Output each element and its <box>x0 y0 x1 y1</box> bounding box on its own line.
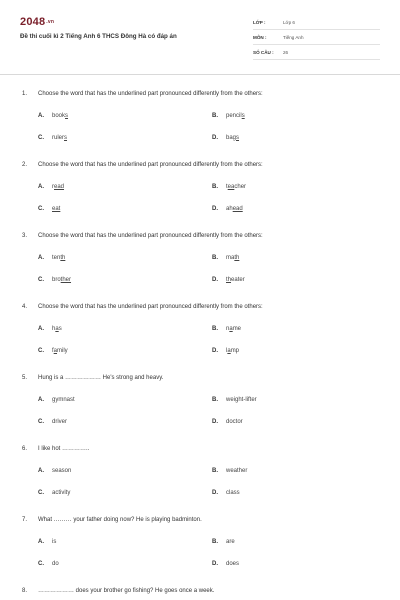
option-b[interactable] <box>212 397 257 403</box>
option-a[interactable] <box>38 113 68 119</box>
option-letter: A. <box>38 468 44 474</box>
option-letter: D. <box>212 419 218 425</box>
option-b[interactable] <box>212 255 239 261</box>
word-part: me <box>232 326 242 332</box>
word-part: gymnast <box>52 397 75 403</box>
underlined-part: s <box>236 135 240 141</box>
word-part: season <box>52 468 72 474</box>
option-a[interactable] <box>38 397 75 403</box>
option-word <box>226 184 246 190</box>
word-part: do <box>52 561 59 567</box>
option-letter: B. <box>212 184 218 190</box>
option-word <box>226 206 243 212</box>
word-part: activity <box>52 490 71 496</box>
underlined-part: eat <box>52 206 61 212</box>
option-c[interactable] <box>38 561 59 567</box>
meta-row-class <box>253 15 380 30</box>
answer-options <box>22 524 382 568</box>
word-part: pencil <box>226 113 242 119</box>
option-d[interactable] <box>212 277 245 283</box>
question-text: I like hot ………….. <box>38 446 90 452</box>
exam-title: Đề thi cuối kì 2 Tiếng Anh 6 THCS Đông Hà có đáp án <box>20 33 177 40</box>
word-part: weather <box>226 468 248 474</box>
word-part: h <box>52 326 56 332</box>
option-word <box>226 561 239 567</box>
option-word <box>52 113 68 119</box>
question-number: 2. <box>22 162 28 168</box>
meta-value: Tiếng Anh <box>283 34 304 40</box>
underlined-part: ead <box>54 184 65 190</box>
underlined-part: s <box>65 113 69 119</box>
option-letter: D. <box>212 277 218 283</box>
question-text: Choose the word that has the underlined part pronounced differently from the others: <box>38 304 263 310</box>
option-word <box>226 468 247 474</box>
word-part: n <box>226 326 230 332</box>
question-text: ……………… does your brother go fishing? He goes once a week. <box>38 588 215 594</box>
question-3 <box>22 232 382 284</box>
option-d[interactable] <box>212 490 240 496</box>
underlined-part: a <box>227 348 231 354</box>
option-letter: A. <box>38 539 44 545</box>
site-logo[interactable]: 2048.vn <box>20 16 55 28</box>
option-word <box>52 135 67 141</box>
answer-options <box>22 453 382 497</box>
option-letter: C. <box>38 561 44 567</box>
word-part: mily <box>57 348 68 354</box>
option-letter: D. <box>212 490 218 496</box>
word-part: ruler <box>52 135 65 141</box>
option-word <box>52 490 70 496</box>
word-part: f <box>52 348 54 354</box>
option-letter: A. <box>38 326 44 332</box>
option-d[interactable] <box>212 419 243 425</box>
option-word <box>52 184 64 190</box>
option-c[interactable] <box>38 419 67 425</box>
answer-options <box>22 311 382 355</box>
underlined-part: ea <box>227 184 235 190</box>
underlined-part: th <box>60 255 66 261</box>
question-stem <box>22 90 382 98</box>
option-word <box>52 397 75 403</box>
option-letter: D. <box>212 561 218 567</box>
question-8 <box>22 587 382 595</box>
option-word <box>52 539 56 545</box>
option-a[interactable] <box>38 184 64 190</box>
option-word <box>226 490 240 496</box>
option-word <box>52 277 71 283</box>
answer-options <box>22 240 382 284</box>
meta-key: SỐ CÂU : <box>253 49 274 55</box>
option-word <box>226 255 239 261</box>
word-part: are <box>226 539 235 545</box>
word-part: eater <box>231 277 245 283</box>
option-word <box>226 348 239 354</box>
option-word <box>52 419 67 425</box>
word-part: does <box>226 561 240 567</box>
question-text: Choose the word that has the underlined part pronounced differently from the others: <box>38 91 263 97</box>
option-letter: C. <box>38 277 44 283</box>
question-7 <box>22 516 382 568</box>
word-part: l <box>226 348 228 354</box>
option-b[interactable] <box>212 184 246 190</box>
word-part: cher <box>234 184 247 190</box>
option-d[interactable] <box>212 561 239 567</box>
question-number: 1. <box>22 91 28 97</box>
option-letter: A. <box>38 255 44 261</box>
option-word <box>52 255 65 261</box>
underlined-part: s <box>64 135 68 141</box>
question-6 <box>22 445 382 497</box>
underlined-part: s <box>241 113 245 119</box>
option-word <box>226 326 241 332</box>
option-letter: D. <box>212 135 218 141</box>
underlined-part: a <box>53 348 58 354</box>
word-part: ten <box>52 255 61 261</box>
option-word <box>52 348 68 354</box>
word-part: ah <box>226 206 233 212</box>
option-word <box>226 277 245 283</box>
option-letter: D. <box>212 206 218 212</box>
option-word <box>226 397 257 403</box>
option-a[interactable] <box>38 326 62 332</box>
option-word <box>52 468 71 474</box>
word-part: book <box>52 113 66 119</box>
option-letter: C. <box>38 135 44 141</box>
exam-header <box>0 0 400 75</box>
option-letter: A. <box>38 184 44 190</box>
word-part: bag <box>226 135 237 141</box>
question-stem <box>22 587 382 595</box>
underlined-part: a <box>55 326 59 332</box>
option-c[interactable] <box>38 348 68 354</box>
option-letter: C. <box>38 206 44 212</box>
question-number: 8. <box>22 588 28 594</box>
meta-key: MÔN : <box>253 34 267 40</box>
option-letter: C. <box>38 348 44 354</box>
option-letter: B. <box>212 397 218 403</box>
option-letter: B. <box>212 326 218 332</box>
question-number: 5. <box>22 375 28 381</box>
option-c[interactable] <box>38 206 60 212</box>
word-part: mp <box>230 348 240 354</box>
underlined-part: a <box>229 326 233 332</box>
question-text: Choose the word that has the underlined part pronounced differently from the others: <box>38 233 263 239</box>
question-4 <box>22 303 382 355</box>
word-part: ma <box>226 255 235 261</box>
option-b[interactable] <box>212 113 245 119</box>
underlined-part: th <box>234 255 240 261</box>
option-letter: D. <box>212 348 218 354</box>
word-part: bro <box>52 277 61 283</box>
word-part: doctor <box>226 419 243 425</box>
option-word <box>52 206 60 212</box>
option-b[interactable] <box>212 326 241 332</box>
answer-options <box>22 169 382 213</box>
option-a[interactable] <box>38 468 71 474</box>
option-c[interactable] <box>38 135 67 141</box>
answer-options <box>22 382 382 426</box>
question-number: 7. <box>22 517 28 523</box>
option-a[interactable] <box>38 539 56 545</box>
word-part: weight-lifter <box>226 397 257 403</box>
underlined-part: ead <box>232 206 243 212</box>
option-word <box>226 539 235 545</box>
option-word <box>52 561 59 567</box>
option-letter: B. <box>212 539 218 545</box>
option-word <box>226 113 245 119</box>
option-a[interactable] <box>38 255 65 261</box>
word-part: driver <box>52 419 68 425</box>
meta-row-count <box>253 45 380 60</box>
option-c[interactable] <box>38 490 70 496</box>
question-2 <box>22 161 382 213</box>
option-b[interactable] <box>212 468 247 474</box>
question-stem <box>22 516 382 524</box>
option-letter: B. <box>212 468 218 474</box>
question-stem <box>22 303 382 311</box>
option-word <box>226 419 243 425</box>
underlined-part: ther <box>60 277 72 283</box>
option-letter: C. <box>38 490 44 496</box>
word-part: t <box>226 184 228 190</box>
question-text: What ……… your father doing now? He is playing badminton. <box>38 517 202 523</box>
question-stem <box>22 161 382 169</box>
question-number: 3. <box>22 233 28 239</box>
question-stem <box>22 374 382 382</box>
word-part: class <box>226 490 240 496</box>
option-c[interactable] <box>38 277 71 283</box>
option-b[interactable] <box>212 539 235 545</box>
question-text: Hung is a ……………… He's strong and heavy. <box>38 375 164 381</box>
word-part: is <box>52 539 57 545</box>
option-d[interactable] <box>212 135 239 141</box>
meta-value: Lớp 6 <box>283 19 295 25</box>
meta-row-subject <box>253 30 380 45</box>
exam-meta <box>253 15 380 60</box>
option-letter: B. <box>212 255 218 261</box>
question-stem <box>22 445 382 453</box>
option-letter: A. <box>38 397 44 403</box>
option-d[interactable] <box>212 348 239 354</box>
question-stem <box>22 232 382 240</box>
word-part: s <box>58 326 62 332</box>
question-1 <box>22 90 382 142</box>
option-word <box>52 326 62 332</box>
option-letter: B. <box>212 113 218 119</box>
question-number: 6. <box>22 446 28 452</box>
question-number: 4. <box>22 304 28 310</box>
option-d[interactable] <box>212 206 243 212</box>
meta-value: 26 <box>283 49 289 55</box>
meta-key: LỚP : <box>253 19 266 25</box>
word-part: r <box>52 184 54 190</box>
question-text: Choose the word that has the underlined part pronounced differently from the others: <box>38 162 263 168</box>
option-letter: C. <box>38 419 44 425</box>
answer-options <box>22 98 382 142</box>
option-letter: A. <box>38 113 44 119</box>
underlined-part: th <box>226 277 232 283</box>
question-5 <box>22 374 382 426</box>
option-word <box>226 135 239 141</box>
